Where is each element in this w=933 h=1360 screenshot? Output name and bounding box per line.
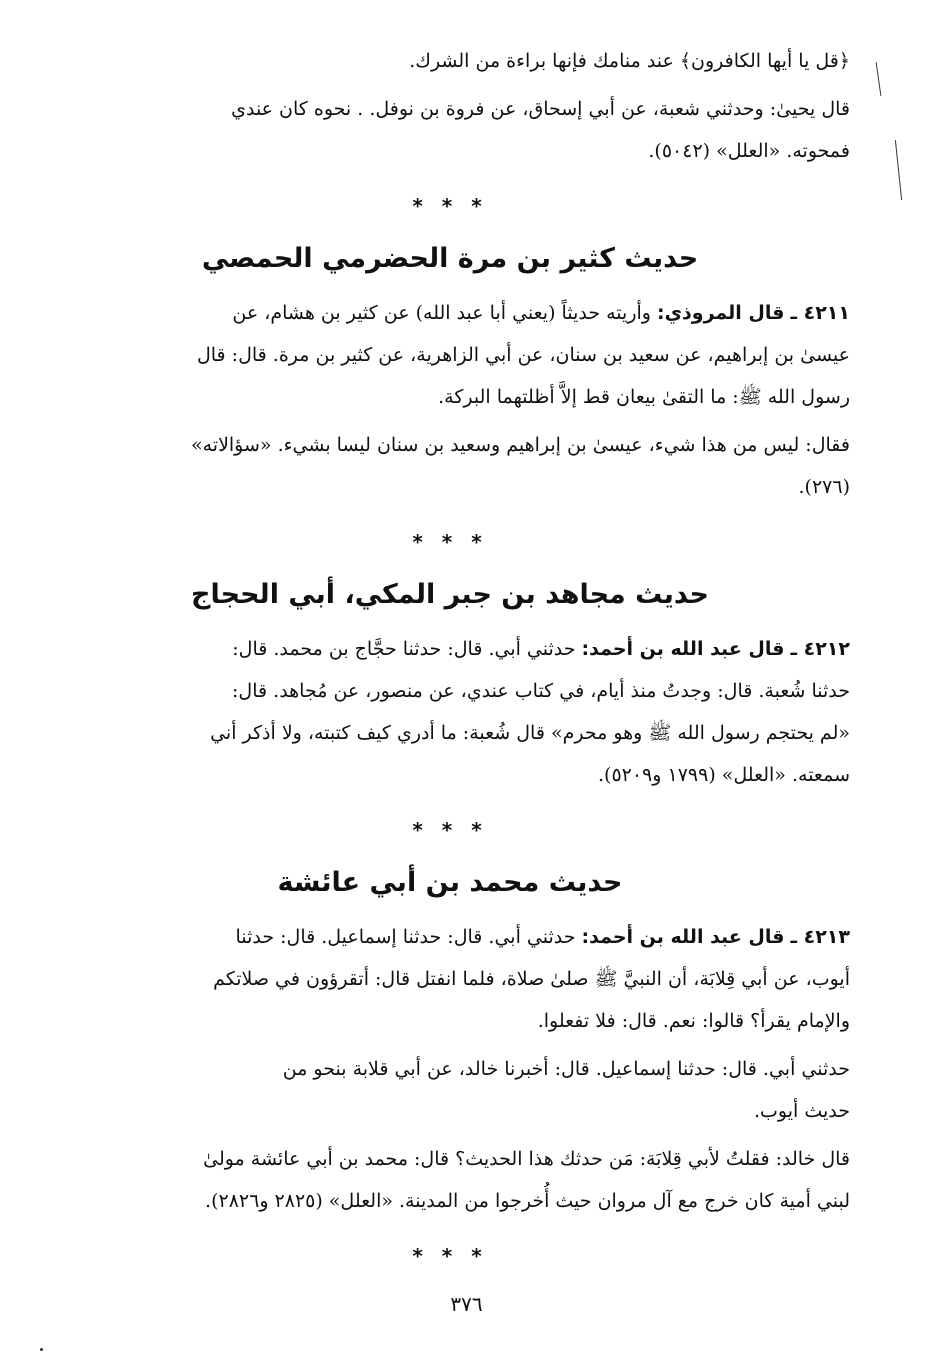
section-heading: حديث محمد بن أبي عائشة [277, 867, 623, 898]
paragraph [50, 424, 850, 508]
text-line: حدثني أبي. قال: حدثنا إسماعيل. قال: أخبرنا خالد، عن أبي قلابة بنحو من [282, 1058, 850, 1080]
text-line: فمحوته. «العلل» (٥٠٤٢). [648, 140, 850, 162]
entry-number: ٤٢١٢ ـ [790, 638, 850, 660]
hadith-entry [50, 916, 850, 1042]
text-line: عيسىٰ بن إبراهيم، عن سعيد بن سنان، عن أبي الزاهرية، عن كثير بن مرة. قال: قال [196, 344, 850, 366]
text-line: رسول الله ﷺ: ما التقىٰ بيعان قط إلاَّ أظلتهما البركة. [438, 386, 850, 408]
text-line [50, 292, 850, 334]
paragraph [50, 1048, 850, 1132]
section-heading: حديث مجاهد بن جبر المكي، أبي الحجاج [191, 579, 709, 610]
text-line: أيوب، عن أبي قِلابَة، أن النبيَّ ﷺ صلىٰ صلاة، فلما انفتل قال: أتقرؤون في صلاتكم [213, 968, 850, 990]
text-line: (٢٧٦). [798, 476, 850, 498]
section-separator: * * * [412, 818, 488, 842]
scan-edge-mark [876, 62, 882, 96]
section-separator: * * * [412, 1244, 488, 1268]
speaker-name: قال المروذي: [657, 302, 785, 324]
section-heading: حديث كثير بن مرة الحضرمي الحمصي [201, 243, 699, 274]
hadith-entry [50, 628, 850, 796]
text-line: حدثنا شُعبة. قال: وجدتُ منذ أيام، في كتاب عندي، عن منصور، عن مُجاهد. قال: [232, 680, 850, 702]
text-line: حديث أيوب. [753, 1100, 850, 1122]
page-number: ٣٧٦ [450, 1292, 483, 1316]
text-line: سمعته. «العلل» (١٧٩٩ و٥٢٠٩). [597, 764, 850, 786]
hadith-entry [50, 292, 850, 418]
entry-number: ٤٢١١ ـ [790, 302, 850, 324]
text-line: ﴿قل يا أيها الكافرون﴾ عند منامك فإنها براءة من الشرك. [409, 50, 850, 72]
text-line: فقال: ليس من هذا شيء، عيسىٰ بن إبراهيم وسعيد بن سنان ليسا بشيء. «سؤالاته» [190, 434, 850, 456]
section-separator: * * * [412, 194, 488, 218]
text-span: وأريته حديثاً (يعني أبا عبد الله) عن كثير بن هشام، عن [232, 302, 651, 324]
paragraph [50, 1138, 850, 1222]
text-line: قال خالد: فقلتُ لأبي قِلابَة: مَن حدثك هذا الحديث؟ قال: محمد بن أبي عائشة مولىٰ [203, 1148, 850, 1170]
scan-edge-mark [895, 140, 902, 200]
text-line: لبني أمية كان خرج مع آل مروان حيث أُخرجوا من المدينة. «العلل» (٢٨٢٥ و٢٨٢٦). [205, 1190, 850, 1212]
scan-edge-mark [40, 1348, 43, 1351]
text-line [50, 628, 850, 670]
text-span: حدثني أبي. قال: حدثنا حجَّاج بن محمد. قال: [232, 638, 576, 660]
paragraph [50, 40, 850, 82]
text-line [50, 916, 850, 958]
section-separator: * * * [412, 530, 488, 554]
text-span: حدثني أبي. قال: حدثنا إسماعيل. قال: حدثنا [235, 926, 576, 948]
text-line: قال يحيىٰ: وحدثني شعبة، عن أبي إسحاق، عن فروة بن نوفل. . نحوه كان عندي [231, 98, 850, 120]
text-line: «لم يحتجم رسول الله ﷺ وهو محرم» قال شُعبة: ما أدري كيف كتبته، ولا أذكر أني [210, 722, 850, 744]
page-content [50, 40, 850, 1286]
paragraph [50, 88, 850, 172]
entry-number: ٤٢١٣ ـ [790, 926, 850, 948]
speaker-name: قال عبد الله بن أحمد: [581, 926, 785, 948]
speaker-name: قال عبد الله بن أحمد: [581, 638, 785, 660]
text-line: والإمام يقرأ؟ قالوا: نعم. قال: فلا تفعلوا. [537, 1010, 850, 1032]
